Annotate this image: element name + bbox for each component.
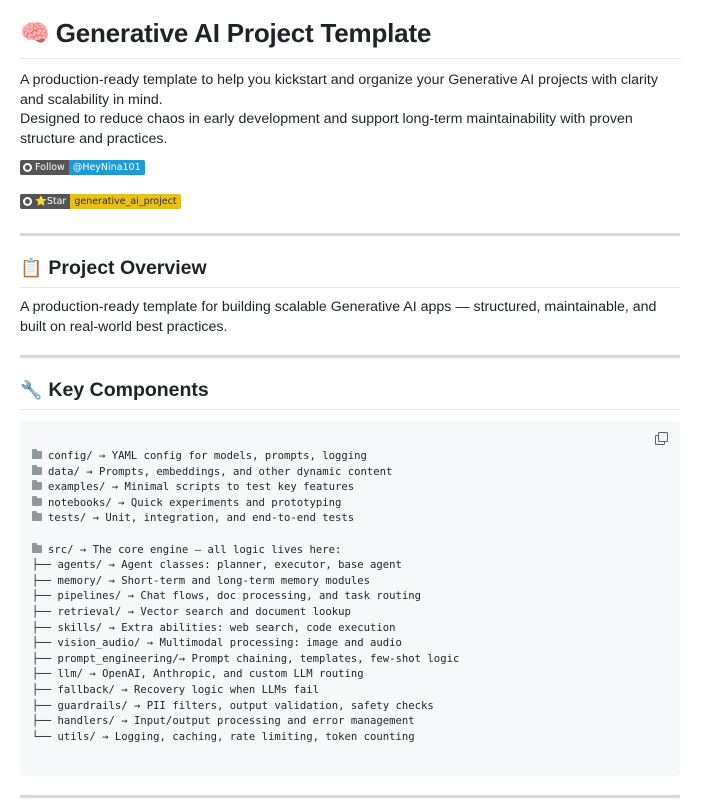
code-line <box>32 683 459 699</box>
copy-icon[interactable] <box>655 432 667 444</box>
code-line <box>32 558 459 574</box>
code-line-text: ├── pipelines/ → Chat flows, doc processing, and task routing <box>32 590 422 603</box>
code-line <box>32 589 459 605</box>
folder-icon <box>32 498 42 506</box>
code-line <box>32 652 459 668</box>
components-heading <box>20 379 680 410</box>
folder-icon <box>32 482 42 490</box>
section-divider <box>20 233 680 236</box>
follow-badge-left <box>20 160 69 175</box>
intro-line-2: Designed to reduce chaos in early development and support long-term maintainability with proven structure and practices. <box>20 111 633 147</box>
wrench-icon: 🔧 <box>20 380 43 400</box>
overview-heading-text: Project Overview <box>48 257 207 279</box>
code-line-text: src/ → The core engine — all logic lives here: <box>48 543 342 556</box>
code-line <box>32 543 459 559</box>
page-title <box>20 0 681 59</box>
code-line-text: ├── agents/ → Agent classes: planner, executor, base agent <box>32 559 402 572</box>
page-title-text: Generative AI Project Template <box>55 18 432 48</box>
code-line <box>32 636 459 652</box>
readme-page <box>0 0 701 149</box>
github-icon <box>23 163 32 172</box>
code-line <box>32 667 459 683</box>
star-badge-repo: generative_ai_project <box>70 194 180 209</box>
code-block <box>20 421 680 776</box>
intro-paragraph <box>20 71 681 149</box>
code-line <box>32 605 459 621</box>
intro-line-1: A production-ready template to help you kickstart and organize your Generative AI projects with clarity and scalability in mind. <box>20 72 658 108</box>
brain-icon: 🧠 <box>20 20 50 47</box>
section-divider <box>20 795 680 798</box>
components-heading-text: Key Components <box>48 379 209 401</box>
folder-icon <box>32 545 42 553</box>
code-line <box>32 496 459 512</box>
overview-paragraph: A production-ready template for building scalable Generative AI apps — structured, maintainable, and built on real-world best practices. <box>20 299 657 335</box>
code-line-text: data/ → Prompts, embeddings, and other dynamic content <box>48 465 393 478</box>
code-line <box>32 621 459 637</box>
folder-icon <box>32 451 42 459</box>
code-line-text: ├── fallback/ → Recovery logic when LLMs fail <box>32 683 320 696</box>
code-line-text: ├── vision_audio/ → Multimodal processing: image and audio <box>32 637 402 650</box>
code-line <box>32 465 459 481</box>
code-line <box>32 699 459 715</box>
section-divider <box>20 355 680 358</box>
code-line <box>32 730 459 746</box>
code-content <box>32 449 459 745</box>
code-line-text: ├── retrieval/ → Vector search and document lookup <box>32 605 351 618</box>
code-line-text: ├── llm/ → OpenAI, Anthropic, and custom LLM routing <box>32 668 364 681</box>
code-line-text: ├── prompt_engineering/→ Prompt chaining, templates, few-shot logic <box>32 652 460 665</box>
code-line <box>32 714 459 730</box>
code-line <box>32 511 459 527</box>
folder-icon <box>32 513 42 521</box>
code-line <box>32 527 459 543</box>
code-line-text: ├── guardrails/ → PII filters, output validation, safety checks <box>32 699 434 712</box>
code-line-text: ├── skills/ → Extra abilities: web search, code execution <box>32 621 396 634</box>
code-line-text: ├── memory/ → Short-term and long-term memory modules <box>32 574 371 587</box>
code-line-text: config/ → YAML config for models, prompts, logging <box>48 450 367 462</box>
code-line <box>32 480 459 496</box>
clipboard-icon: 📋 <box>20 258 43 278</box>
star-badge-label: ⭐Star <box>35 196 67 207</box>
code-line-text: ├── handlers/ → Input/output processing and error management <box>32 715 415 728</box>
code-line-text: └── utils/ → Logging, caching, rate limiting, token counting <box>32 730 415 743</box>
code-line <box>32 574 459 590</box>
follow-badge-label: Follow <box>35 162 65 173</box>
follow-badge[interactable] <box>20 160 145 175</box>
code-line-text: examples/ → Minimal scripts to test key features <box>48 481 355 494</box>
overview-heading <box>20 257 680 288</box>
code-line-text: notebooks/ → Quick experiments and prototyping <box>48 496 342 509</box>
code-line-text: tests/ → Unit, integration, and end-to-end tests <box>48 512 355 525</box>
follow-badge-handle: @HeyNina101 <box>69 160 145 175</box>
folder-icon <box>32 467 42 475</box>
github-icon <box>23 197 32 206</box>
code-line <box>32 449 459 465</box>
star-badge-left <box>20 194 70 209</box>
star-badge[interactable] <box>20 194 181 209</box>
